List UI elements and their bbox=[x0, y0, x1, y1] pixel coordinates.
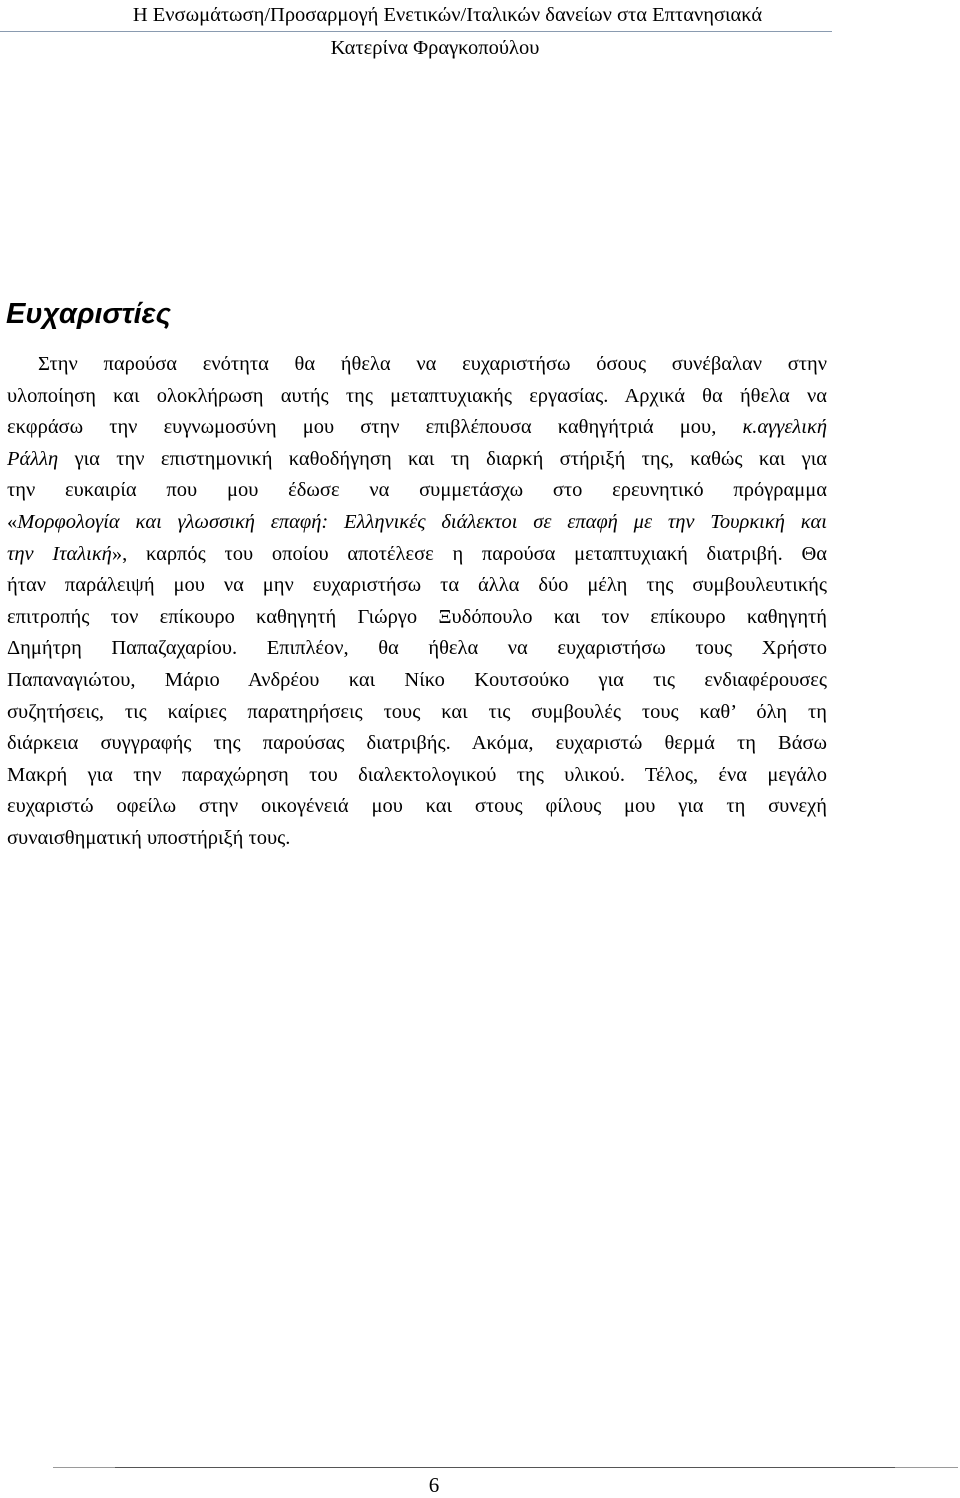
text-segment: διάρκεια συγγραφής της παρούσας διατριβής. Ακόμα, ευχαριστώ θερμά τη Βάσω bbox=[7, 732, 827, 755]
page-number: 6 bbox=[428, 1473, 440, 1497]
text-line bbox=[7, 760, 827, 792]
text-line bbox=[7, 444, 827, 476]
text-segment: Στην παρούσα ενότητα θα ήθελα να ευχαριστήσω όσους συνέβαλαν στην bbox=[38, 353, 827, 375]
text-segment: Δημήτρη Παπαζαχαρίου. Επιπλέον, θα ήθελα να ευχαριστήσω τους Χρήστο bbox=[7, 637, 827, 660]
text-segment: « bbox=[7, 510, 18, 533]
header-author: Κατερίνα Φραγκοπούλου bbox=[330, 37, 540, 59]
header-rule bbox=[0, 31, 832, 32]
text-line bbox=[7, 349, 827, 381]
text-segment: Παπαναγιώτου, Μάριο Ανδρέου και Νίκο Κουτσούκο για τις ενδιαφέρουσες bbox=[7, 668, 827, 691]
text-line bbox=[7, 412, 827, 444]
text-segment: την ευκαιρία που μου έδωσε να συμμετάσχω στο ερευνητικό πρόγραμμα bbox=[7, 479, 827, 502]
section-title: Ευχαριστίες bbox=[6, 298, 171, 330]
italic-text: την Ιταλική bbox=[7, 542, 112, 565]
italic-text: Μορφολογία και γλωσσική επαφή: Ελληνικές διάλεκτοι σε επαφή με την Τουρκική και bbox=[17, 510, 827, 533]
footer-rule-center bbox=[115, 1467, 895, 1468]
text-line bbox=[7, 570, 827, 602]
text-line bbox=[7, 823, 827, 855]
text-line bbox=[7, 697, 827, 729]
text-segment: », καρπός του οποίου αποτέλεσε η παρούσα μεταπτυχιακή διατριβή. Θα bbox=[111, 542, 827, 565]
italic-text: Ράλλη bbox=[7, 447, 59, 470]
text-segment: υλοποίηση και ολοκλήρωση αυτής της μεταπτυχιακής εργασίας. Αρχικά θα ήθελα να bbox=[7, 384, 827, 407]
acknowledgements-paragraph bbox=[7, 349, 827, 855]
text-line bbox=[7, 728, 827, 760]
text-segment: επιτροπής τον επίκουρο καθηγητή Γιώργο Ξυδόπουλο και τον επίκουρο καθηγητή bbox=[7, 605, 827, 628]
header-title: Η Ενσωμάτωση/Προσαρμογή Ενετικών/Ιταλικών δανείων στα Επτανησιακά bbox=[132, 4, 763, 26]
text-segment: ευχαριστώ οφείλω στην οικογένειά μου και στους φίλους μου για τη συνεχή bbox=[7, 795, 827, 818]
text-line bbox=[7, 475, 827, 507]
text-segment: συναισθηματική υποστήριξή τους. bbox=[7, 826, 291, 849]
text-line bbox=[7, 602, 827, 634]
text-segment: εκφράσω την ευγνωμοσύνη μου στην επιβλέπουσα καθηγήτριά μου, bbox=[7, 416, 743, 439]
text-line bbox=[7, 791, 827, 823]
text-line bbox=[7, 507, 827, 539]
text-line bbox=[7, 381, 827, 413]
italic-text: κ.αγγελική bbox=[742, 416, 827, 439]
text-segment: Μακρή για την παραχώρηση του διαλεκτολογικού της υλικού. Τέλος, ένα μεγάλο bbox=[7, 763, 827, 786]
text-line bbox=[7, 665, 827, 697]
text-segment: συζητήσεις, τις καίριες παρατηρήσεις τους και τις συμβουλές τους καθ’ όλη τη bbox=[7, 700, 827, 723]
text-segment: για την επιστημονική καθοδήγηση και τη διαρκή στήριξή της, καθώς και για bbox=[58, 447, 827, 470]
text-segment: ήταν παράλειψή μου να μην ευχαριστήσω τα άλλα δύο μέλη της συμβουλευτικής bbox=[7, 574, 827, 597]
text-line bbox=[7, 539, 827, 571]
text-line bbox=[7, 633, 827, 665]
